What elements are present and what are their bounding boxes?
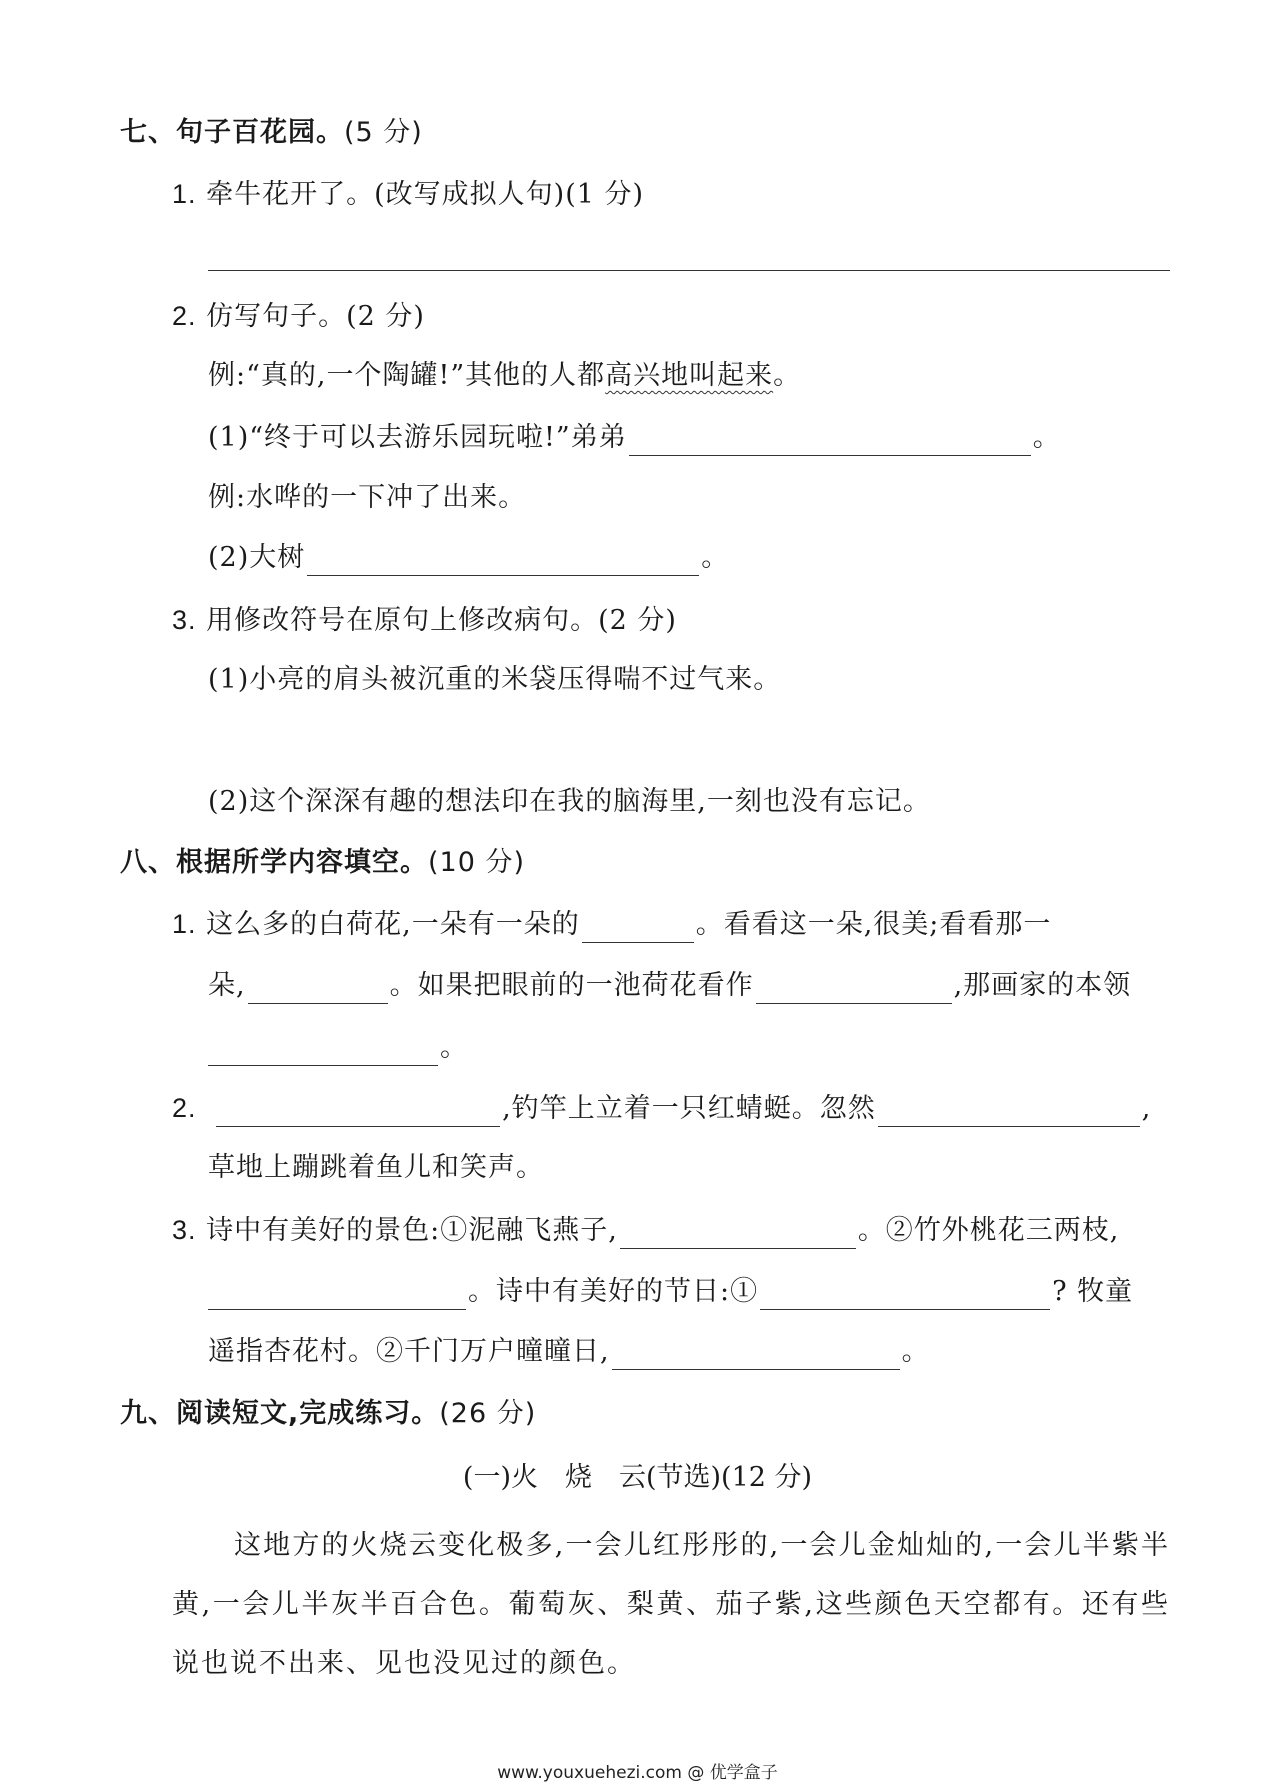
section-8-title: 八、根据所学内容填空。 [120,847,428,878]
question-text: 。如果把眼前的一池荷花看作 [389,970,754,1001]
question-number: 3. [172,605,197,635]
question-text: 这么多的白荷花,一朵有一朵的 [206,909,580,940]
example-7-2-1 [208,358,801,394]
section-9-heading [120,1396,536,1432]
section-7-points: (5 分) [344,117,423,148]
question-text: 朵, [208,970,246,1001]
section-8-points: (10 分) [428,847,526,878]
sentence-7-3-1[interactable] [208,662,781,698]
passage-text: 这地方的火烧云变化极多,一会儿红彤彤的,一会儿金灿灿的,一会儿半紫半黄,一会儿半灰半百合色。葡萄灰、梨黄、茄子紫,这些颜色天空都有。还有些说也说不出来、见也没见过的颜色。 [172,1530,1170,1679]
question-text: 草地上蹦跳着鱼儿和笑声。 [208,1152,544,1183]
question-text: 诗中有美好的景色:①泥融飞燕子, [206,1215,618,1246]
answer-blank[interactable] [582,912,694,943]
question-number: 1. [172,179,197,209]
section-7-heading [120,115,423,151]
example-7-2-2 [208,480,526,516]
question-text: 遥指杏花村。②千门万户曈曈日, [208,1336,610,1367]
question-number: 2. [172,1093,197,1123]
question-text: 仿写句子。(2 分) [206,301,425,332]
question-text: ,那画家的本领 [953,970,1132,1001]
wavy-underlined-text: 高兴地叫起来 [605,360,774,391]
question-8-3-line-1 [172,1212,1119,1249]
question-8-1-line-3 [208,1030,468,1066]
question-number: 1. [172,909,197,939]
sentence-7-3-2[interactable] [208,784,931,820]
example-text: 例:水哗的一下冲了出来。 [208,482,527,513]
answer-blank[interactable] [208,1035,438,1066]
answer-blank[interactable] [620,1218,856,1249]
prompt-text: (2)大树 [208,542,306,573]
question-text: 。诗中有美好的节日:① [468,1276,759,1307]
question-text: 牵牛花开了。(改写成拟人句)(1 分) [206,179,645,210]
answer-line-7-1[interactable] [208,270,1170,271]
sentence-text: (2)这个深深有趣的想法印在我的脑海里,一刻也没有忘记。 [208,786,931,817]
answer-blank[interactable] [629,425,1031,456]
answer-blank[interactable] [612,1339,900,1370]
question-8-3-line-2 [208,1274,1133,1310]
question-7-1 [172,176,644,213]
question-text: 用修改符号在原句上修改病句。(2 分) [206,605,677,636]
answer-blank[interactable] [216,1096,500,1127]
answer-blank[interactable] [248,973,388,1004]
section-7-title: 七、句子百花园。 [120,117,344,148]
question-text: ? 牧童 [1052,1276,1134,1307]
section-9-points: (26 分) [439,1398,537,1429]
answer-blank[interactable] [208,1279,466,1310]
prompt-7-2-1 [208,420,1061,456]
question-text: 。 [440,1032,468,1063]
question-7-3 [172,602,677,639]
sentence-text: (1)小亮的肩头被沉重的米袋压得喘不过气来。 [208,664,782,695]
question-text: 。 [901,1336,930,1367]
prompt-7-2-2 [208,540,729,576]
prompt-end: 。 [1032,422,1061,453]
question-number: 3. [172,1215,197,1245]
section-8-heading [120,845,525,881]
prompt-end: 。 [701,542,730,573]
passage-title: (一)火 烧 云(节选)(12 分) [462,1462,813,1493]
question-number: 2. [172,301,197,331]
question-8-3-line-3 [208,1334,930,1370]
question-text: 。②竹外桃花三两枝, [857,1215,1120,1246]
question-text: , [1141,1093,1152,1124]
question-text: 。看看这一朵,很美;看看那一 [695,909,1052,940]
answer-blank[interactable] [878,1096,1140,1127]
question-8-1-line-2 [208,968,1131,1004]
question-8-2-line-2 [208,1150,544,1186]
example-end: 。 [773,360,802,391]
prompt-text: (1)“终于可以去游乐园玩啦!”弟弟 [208,422,627,453]
question-7-2 [172,298,425,335]
answer-blank[interactable] [307,545,699,576]
footer-watermark: www.youxuehezi.com @ 优学盒子 [497,1763,778,1783]
answer-blank[interactable] [756,973,952,1004]
question-text: ,钓竿上立着一只红蜻蜓。忽然 [502,1093,876,1124]
question-8-1-line-1 [172,906,1051,943]
section-9-title: 九、阅读短文,完成练习。 [120,1398,440,1429]
question-8-2-line-1 [172,1090,1151,1127]
answer-blank[interactable] [760,1279,1050,1310]
example-text: 例:“真的,一个陶罐!”其他的人都 [208,360,606,391]
